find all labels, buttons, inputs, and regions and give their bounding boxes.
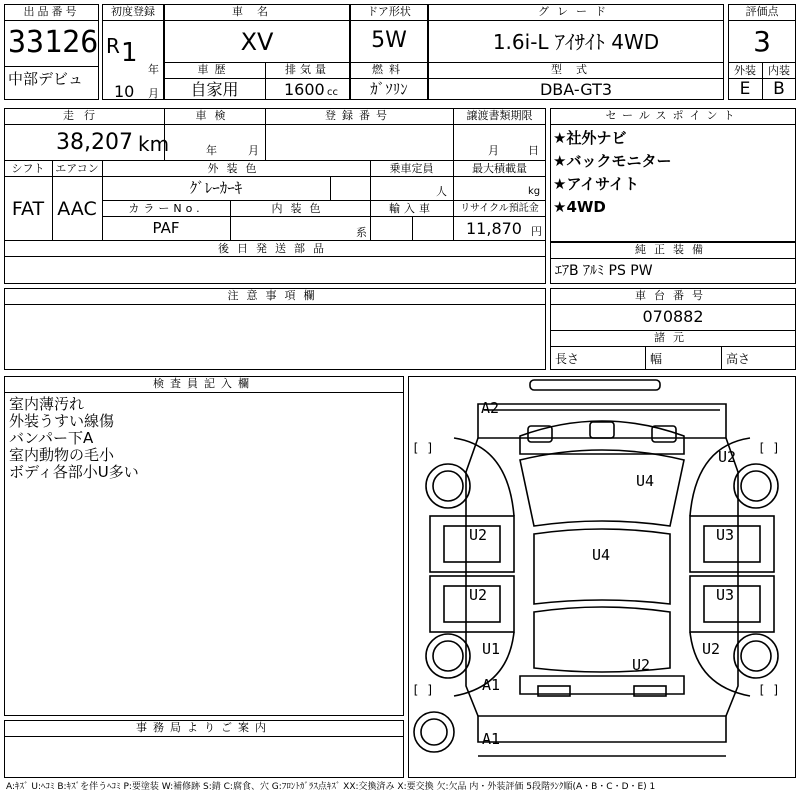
inspector-line: ボディ各部小U多い [9,463,139,481]
equipment-label: 純正装備 [635,243,711,256]
damage-mark: U3 [716,526,735,544]
chassis-label: 車台番号 [635,289,711,302]
sales-point-item: ★バックモニター [553,152,672,170]
month-unit: 月 [148,87,159,100]
bracket-mark: [ ] [758,441,780,455]
transfer-month-unit: 月 [488,144,499,157]
shift-value: FAT [11,198,45,220]
sales-points-label: セールスポイント [605,109,741,122]
load-label: 最大積載量 [472,162,527,175]
ext-color-label: 外装色 [207,162,265,175]
damage-mark: U2 [469,526,488,544]
exterior-grade: E [739,79,751,99]
damage-mark: A1 [482,676,501,694]
transfer-label: 譲渡書類期限 [466,109,533,122]
lot-number: 33126 [8,25,99,60]
era-year: 1 [121,38,138,68]
ext-color-value: ｸﾞﾚｰｶｰｷ [189,179,243,197]
era: R [106,34,120,58]
length-label: 長さ [555,352,580,366]
inspector-line: 室内動物の毛小 [9,446,115,464]
load-unit: kg [528,186,541,197]
score-value: 3 [753,25,771,58]
legend: A:ｷｽﾞ U:ﾍｺﾐ B:ｷｽﾞを伴うﾍｺﾐ P:要塗装 W:補修跡 S:錆 C:腐食、穴 G:ﾌﾛﾝﾄｶﾞﾗｽ点ｷｽﾞ XX:交換済み X:要交換 欠:欠品 内・外装評価 5段階ﾗﾝｸ順(A・B・C・D・E) 1 [6,782,656,792]
displacement-unit: cc [327,87,338,98]
mileage-value: 38,207 [56,130,133,155]
inspection-label: 車検 [195,109,234,122]
later-parts-label: 後日発送部品 [218,242,332,255]
notes-label: 注意事項欄 [227,289,323,302]
damage-mark: U2 [718,448,737,466]
displacement-label: 排気量 [285,63,330,76]
lot-label: 出品番号 [23,5,80,18]
damage-mark: A1 [482,730,501,748]
inspector-line: 室内薄汚れ [9,395,85,413]
first-reg-label: 初度登録 [111,5,155,18]
sales-point-item: ★4WD [553,198,606,216]
inspection-month-unit: 月 [248,144,259,157]
car-diagram [408,376,796,778]
history-label: 車歴 [197,63,232,76]
displacement-value: 1600 [284,80,325,99]
bracket-mark: [ ] [412,441,434,455]
import-label: 輸入車 [389,202,434,215]
reg-no-label: 登録番号 [325,109,393,122]
door-label: ドア形状 [367,5,411,18]
recycle-value: 11,870 [466,219,522,238]
exterior-label: 外装 [734,64,756,77]
interior-label: 内装 [768,64,790,77]
width-label: 幅 [650,352,663,366]
inspector-line: バンパー下A [9,429,94,447]
inspector-line: 外装うすい線傷 [9,412,115,430]
color-no-label: カラーNo. [128,202,204,215]
month: 10 [114,82,135,101]
mileage-label: 走行 [63,109,105,122]
fuel-value: ｶﾞｿﾘﾝ [370,80,408,98]
sales-point-item: ★アイサイト [553,175,640,193]
type-value: DBA-GT3 [539,80,613,99]
damage-mark: U3 [716,586,735,604]
chassis-value: 070882 [642,307,704,326]
equipment-value: ｴｱB ｱﾙﾐ PS PW [555,263,653,279]
year-unit: 年 [148,63,159,76]
interior-grade: B [773,79,785,99]
grade-label: グレード [538,5,614,18]
int-color-unit: 系 [356,226,367,239]
damage-mark: U1 [482,640,501,658]
damage-mark: U2 [702,640,721,658]
recycle-label: リサイクル預託金 [460,203,539,214]
damage-mark: A2 [481,399,500,417]
shift-label: シフト [11,162,45,175]
damage-mark: U4 [636,472,655,490]
dims-label: 諸元 [654,331,692,344]
capacity-label: 乗車定員 [389,162,434,175]
score-label: 評価点 [745,5,779,18]
inspector-label: 検査員記入欄 [153,377,255,390]
transfer-day-unit: 日 [528,144,539,157]
grade-value: 1.6i-L ｱｲｻｲﾄ 4WD [492,30,660,54]
inspection-year-unit: 年 [206,144,217,157]
height-label: 高さ [726,352,751,366]
door-value: 5W [371,28,407,53]
ac-label: エアコン [55,162,99,175]
sales-point-item: ★社外ナビ [553,129,627,147]
int-color-label: 内装色 [271,202,329,215]
fuel-label: 燃料 [372,63,406,76]
damage-mark: U2 [469,586,488,604]
recycle-unit: 円 [531,225,542,238]
capacity-unit: 人 [436,185,447,198]
type-label: 型式 [551,63,601,76]
debut-label: 中部デビュ [8,70,84,88]
damage-mark: U4 [592,546,611,564]
bracket-mark: [ ] [412,683,434,697]
model-label: 車名 [232,5,282,18]
mileage-unit: km [138,132,170,156]
damage-mark: U2 [632,656,651,674]
history-value: 自家用 [190,80,239,99]
model-value: XV [240,28,274,56]
color-no-value: PAF [152,219,180,237]
ac-value: AAC [57,198,97,220]
bracket-mark: [ ] [758,683,780,697]
office-label: 事務局よりご案内 [136,721,272,734]
